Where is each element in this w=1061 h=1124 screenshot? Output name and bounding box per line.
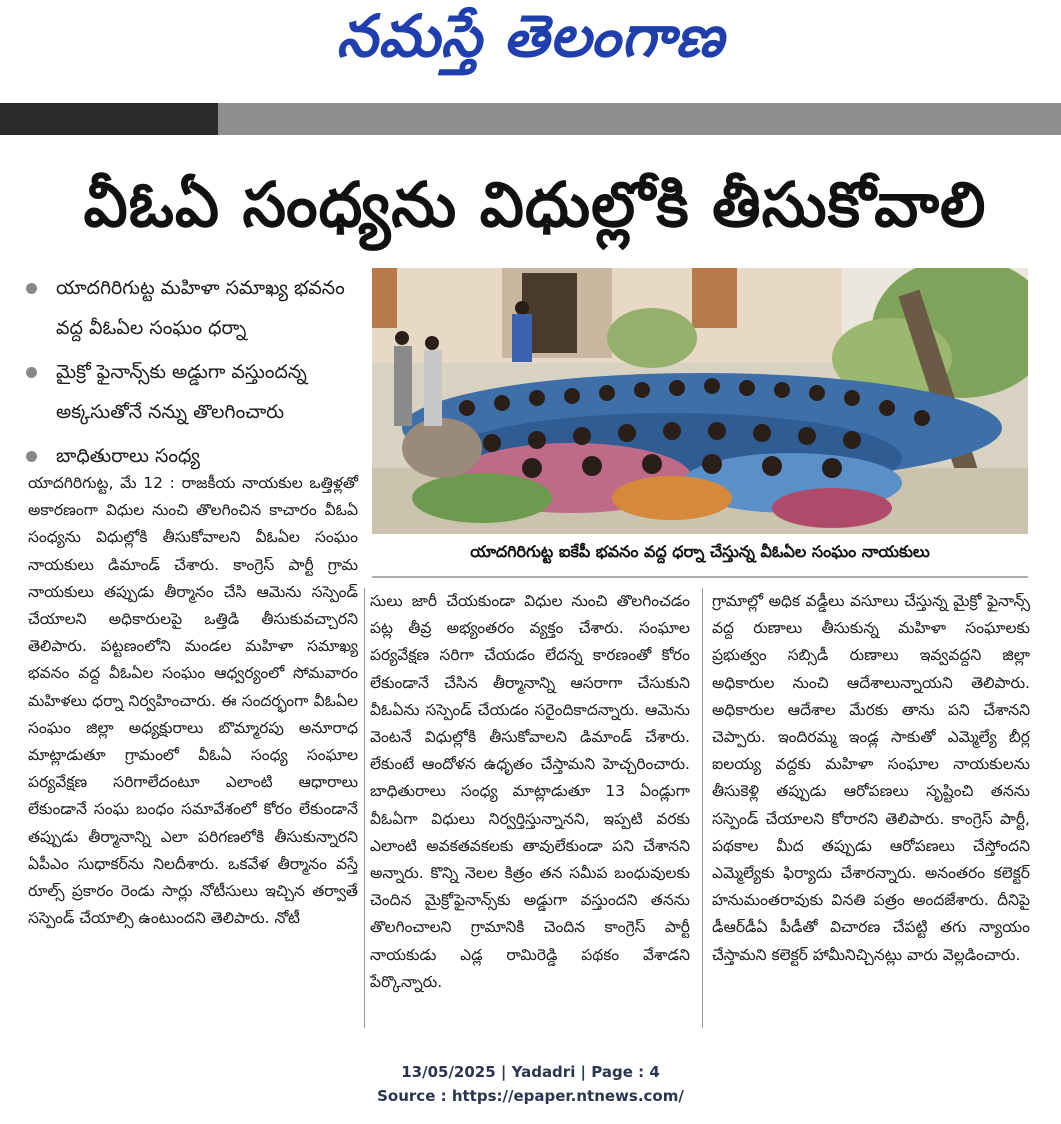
column-divider [702,588,703,1028]
highlights-list [20,268,360,480]
highlight-item: మైక్రో ఫైనాన్స్‌కు అడ్డుగా వస్తుందన్న అక్కసుతోనే నన్ను తొలగించారు [20,352,360,432]
column-text: గ్రామాల్లో అధిక వడ్డీలు వసూలు చేస్తున్న మైక్రో ఫైనాన్స్ వద్ద రుణాలు తీసుకున్న మహిళా సంఘాలకు ప్రభుత్వం సబ్సిడీ రుణాలు ఇవ్వవద్దని జిల్లా అధికారుల నుంచి ఆదేశాలున్నాయని తెలిపారు. అధికారుల ఆదేశాల మేరకు తాను పని చేశానని చెప్పారు. ఇందిరమ్మ ఇండ్ల సాకుతో ఎమ్మెల్యే బీర్ల ఐలయ్య వద్దకు మహిళా సంఘాల నాయకులను తీసుకెళ్లి తప్పుడు ఆరోపణలు సృష్టించి తనను సస్పెండ్ చేయాలని కోరారని తెలిపారు. కాంగ్రెస్ పార్టీ, పథకాల మీద తప్పుడు ఆరోపణలు చేస్తోందని ఎమ్మెల్యేకు ఫిర్యాదు చేశారన్నారు. అనంతరం కలెక్టర్ హనుమంతరావుకు వినతి పత్రం అందజేశారు. దీనిపై డీఆర్‌డీఏ పీడీతో విచారణ చేపట్టి తగు న్యాయం చేస్తామని కలెక్టర్ హామీనిచ్చినట్లు వారు వెల్లడించారు. [712,592,1030,964]
article-column-3 [712,588,1030,969]
article-column-1 [28,470,358,932]
highlight-item: బాధితురాలు సంధ్య [20,436,360,476]
page-footer [0,1060,1061,1108]
column-text: యాదగిరిగుట్ట, మే 12 : రాజకీయ నాయకుల ఒత్తిళ్లతో అకారణంగా విధుల నుంచి తొలగించిన కాచారం వీఓఏ సంధ్యను విధుల్లోకి తీసుకోవాలని వీఓఏల సంఘం నాయకులు డిమాండ్ చేశారు. కాంగ్రెస్ పార్టీ గ్రామ నాయకులు తప్పుడు తీర్మానం చేసి ఆమెను సస్పెండ్ చేయాలని అధికారులపై ఒత్తిడి తీసుకువచ్చారని తెలిపారు. పట్టణంలోని మండల మహిళా సమాఖ్య భవనం వద్ద వీఓఏల సంఘం ఆధ్వర్యంలో సోమవారం మహిళలు ధర్నా నిర్వహించారు. ఈ సందర్భంగా వీఓఏల సంఘం జిల్లా అధ్యక్షురాలు బొమ్మారపు అనూరాధ మాట్లాడుతూ గ్రామంలో వీఓఏ సంధ్య సంఘాల పర్యవేక్షణ సరిగాలేదంటూ ఎలాంటి ఆధారాలు లేకుండానే సంఘ బంధం సమావేశంలో కోరం లేకుండానే తప్పుడు తీర్మానాన్ని ఎలా పరిగణలోకి తీసుకున్నారని ఏపీఎం సుధాకర్‌ను నిలదీశారు. ఒకవేళ తీర్మానం వస్తే రూల్స్ ప్రకారం రెండు సార్లు నోటీసులు ఇచ్చిన తర్వాతే సస్పెండ్ చేయాల్సి ఉంటుందని తెలిపారు. నోటీ [28,474,358,928]
news-photo [372,268,1028,534]
highlight-item: యాదగిరిగుట్ట మహిళా సమాఖ్య భవనం వద్ద వీఓఏల సంఘం ధర్నా [20,268,360,348]
header-bar-dark [0,103,218,135]
source-link[interactable]: Source : https://epaper.ntnews.com/ [377,1087,684,1105]
column-text: సులు జారీ చేయకుండా విధుల నుంచి తొలగించడం పట్ల తీవ్ర అభ్యంతరం వ్యక్తం చేశారు. సంఘాల పర్యవేక్షణ సరిగా చేయడం లేదన్న కారణంతో కోరం లేకుండానే చేసిన తీర్మానాన్ని ఆసరాగా చేసుకుని వీఓఏను సస్పెండ్ చేయడం సరైందికాదన్నారు. ఆమెను వెంటనే విధుల్లోకి తీసుకోవాలని డిమాండ్ చేశారు. లేకుంటే ఆందోళన ఉధృతం చేస్తామని హెచ్చరించారు. బాధితురాలు సంధ్య మాట్లాడుతూ 13 ఏండ్లుగా వీఓఏగా విధులు నిర్వర్తిస్తున్నానని, ఇప్పటి వరకు ఎలాంటి అవకతవకలకు తావులేకుండా పని చేశానని అన్నారు. కొన్ని నెలల కిత్రం తన సమీప బంధువులకు చెందిన మైక్రోఫైనాన్స్‌కు అడ్డుగా వస్తుందని తనను తొలగించాలని గ్రామానికి చెందిన కాంగ్రెస్ పార్టీ నాయకుడు ఎడ్ల రామిరెడ్డి పథకం వేశాడని పేర్కొన్నారు. [370,592,690,991]
newspaper-logo: నమస్తే తెలంగాణ [336,2,725,70]
header-bar-gray [218,103,1061,135]
column-divider [364,588,365,1028]
photo-caption: యాదగిరిగుట్ట ఐకేపీ భవనం వద్ద ధర్నా చేస్తున్న వీఓఏల సంఘం నాయకులు [470,542,930,561]
caption-rule [372,576,1028,578]
protest-photo-illustration [372,268,1028,534]
article-column-2 [370,588,690,996]
article-headline: వీఓఏ సంధ్యను విధుల్లోకి తీసుకోవాలి [83,168,987,241]
edition-info: 13/05/2025 | Yadadri | Page : 4 [401,1063,660,1081]
masthead [0,0,1061,102]
